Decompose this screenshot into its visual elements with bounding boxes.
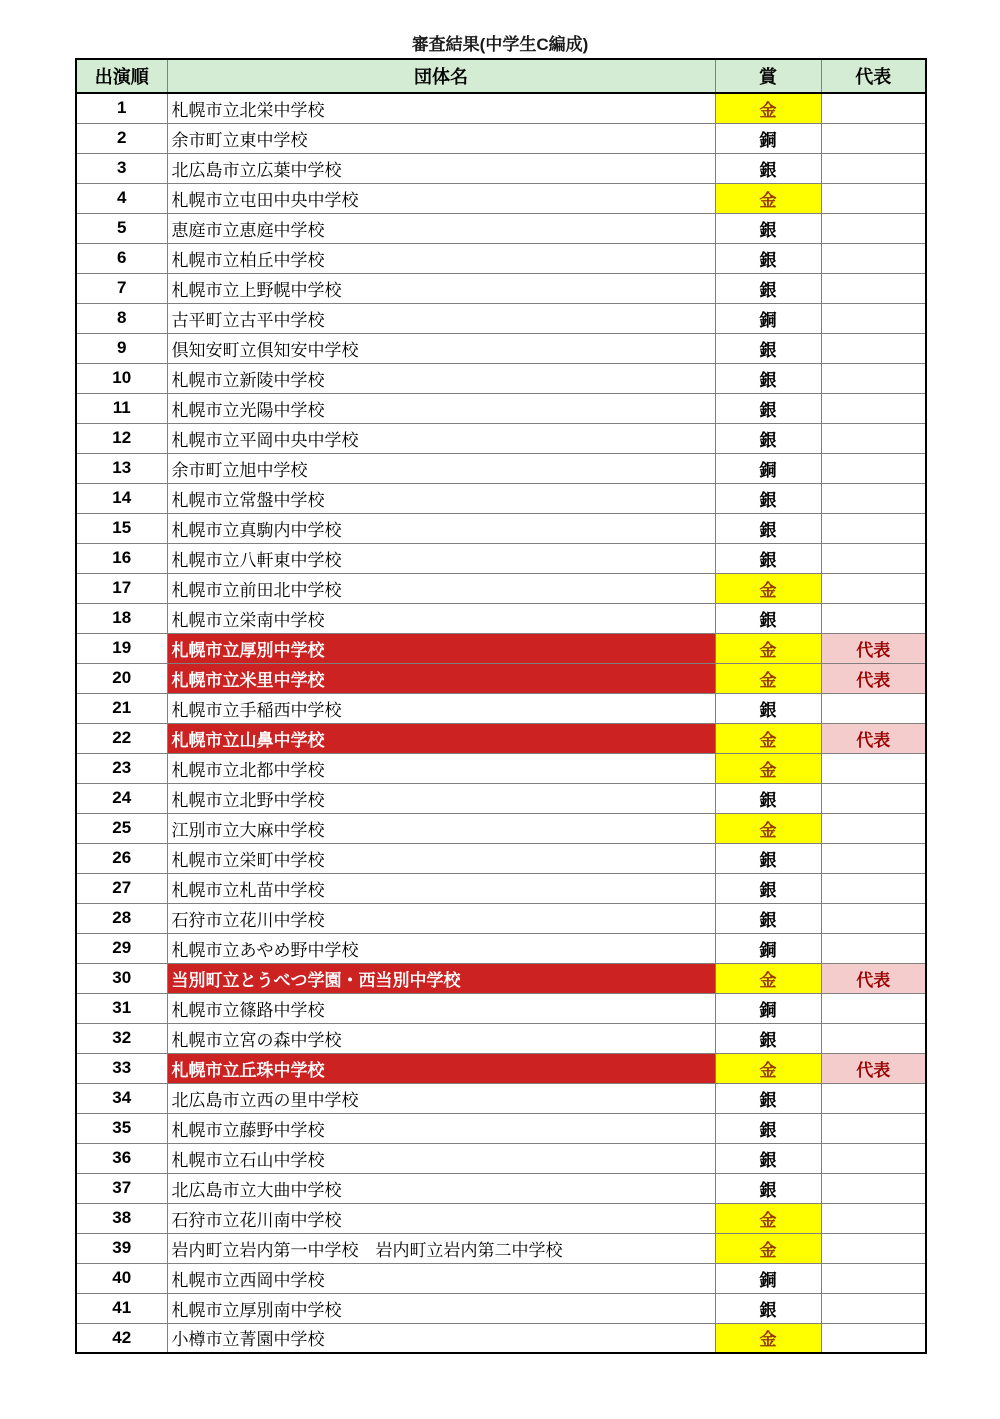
cell-prize: 銀 [715,393,821,423]
cell-representative [821,1023,926,1053]
cell-representative [821,423,926,453]
cell-team-name: 北広島市立広葉中学校 [167,153,715,183]
table-row [76,303,926,333]
cell-performance-order: 34 [76,1083,167,1113]
table-row [76,1023,926,1053]
table-row [76,1143,926,1173]
cell-prize: 銀 [715,243,821,273]
cell-prize: 金 [715,1203,821,1233]
cell-team-name: 札幌市立柏丘中学校 [167,243,715,273]
cell-team-name: 札幌市立丘珠中学校 [167,1053,715,1083]
cell-performance-order: 30 [76,963,167,993]
table-row [76,693,926,723]
cell-team-name: 札幌市立常盤中学校 [167,483,715,513]
cell-prize: 銅 [715,993,821,1023]
cell-team-name: 札幌市立山鼻中学校 [167,723,715,753]
table-row [76,1173,926,1203]
table-row [76,1113,926,1143]
cell-representative: 代表 [821,963,926,993]
cell-team-name: 札幌市立宮の森中学校 [167,1023,715,1053]
column-header-rep: 代表 [821,59,926,93]
cell-prize: 銀 [715,1083,821,1113]
cell-performance-order: 9 [76,333,167,363]
cell-performance-order: 16 [76,543,167,573]
cell-prize: 銀 [715,1143,821,1173]
cell-performance-order: 5 [76,213,167,243]
cell-representative [821,243,926,273]
cell-team-name: 北広島市立西の里中学校 [167,1083,715,1113]
cell-performance-order: 40 [76,1263,167,1293]
cell-prize: 金 [715,1053,821,1083]
cell-performance-order: 35 [76,1113,167,1143]
cell-prize: 銀 [715,153,821,183]
table-row [76,873,926,903]
cell-representative [821,873,926,903]
cell-team-name: 札幌市立栄南中学校 [167,603,715,633]
cell-prize: 銀 [715,1113,821,1143]
cell-team-name: 札幌市立新陵中学校 [167,363,715,393]
cell-performance-order: 42 [76,1323,167,1353]
cell-performance-order: 21 [76,693,167,723]
cell-team-name: 札幌市立あやめ野中学校 [167,933,715,963]
table-row [76,903,926,933]
cell-prize: 金 [715,1323,821,1353]
cell-team-name: 札幌市立栄町中学校 [167,843,715,873]
cell-prize: 銅 [715,303,821,333]
table-row [76,1233,926,1263]
table-row [76,1203,926,1233]
cell-representative [821,333,926,363]
cell-performance-order: 24 [76,783,167,813]
cell-performance-order: 18 [76,603,167,633]
cell-representative [821,1083,926,1113]
cell-prize: 金 [715,633,821,663]
cell-team-name: 札幌市立前田北中学校 [167,573,715,603]
cell-team-name: 札幌市立上野幌中学校 [167,273,715,303]
table-row [76,93,926,123]
cell-performance-order: 20 [76,663,167,693]
cell-performance-order: 22 [76,723,167,753]
cell-team-name: 札幌市立屯田中央中学校 [167,183,715,213]
cell-team-name: 札幌市立札苗中学校 [167,873,715,903]
table-row [76,243,926,273]
cell-team-name: 余市町立東中学校 [167,123,715,153]
cell-representative [821,183,926,213]
cell-team-name: 札幌市立真駒内中学校 [167,513,715,543]
table-row [76,153,926,183]
table-row [76,663,926,693]
cell-representative [821,903,926,933]
cell-representative [821,393,926,423]
cell-team-name: 倶知安町立倶知安中学校 [167,333,715,363]
cell-performance-order: 14 [76,483,167,513]
cell-prize: 金 [715,723,821,753]
cell-performance-order: 12 [76,423,167,453]
cell-prize: 金 [715,93,821,123]
table-row [76,123,926,153]
cell-team-name: 札幌市立厚別南中学校 [167,1293,715,1323]
table-row [76,393,926,423]
cell-prize: 銀 [715,873,821,903]
table-row [76,963,926,993]
cell-performance-order: 1 [76,93,167,123]
cell-representative [821,933,926,963]
cell-performance-order: 41 [76,1293,167,1323]
cell-representative [821,1203,926,1233]
header-row [76,59,926,93]
table-row [76,1263,926,1293]
cell-representative [821,513,926,543]
table-row [76,213,926,243]
cell-team-name: 札幌市立石山中学校 [167,1143,715,1173]
cell-performance-order: 4 [76,183,167,213]
cell-performance-order: 26 [76,843,167,873]
cell-team-name: 札幌市立八軒東中学校 [167,543,715,573]
cell-prize: 銀 [715,213,821,243]
cell-representative [821,153,926,183]
table-row [76,993,926,1023]
cell-representative [821,993,926,1023]
cell-representative [821,363,926,393]
table-row [76,333,926,363]
cell-prize: 銀 [715,843,821,873]
column-header-prize: 賞 [715,59,821,93]
cell-team-name: 岩内町立岩内第一中学校 岩内町立岩内第二中学校 [167,1233,715,1263]
cell-team-name: 札幌市立北都中学校 [167,753,715,783]
cell-prize: 銀 [715,783,821,813]
cell-representative [821,813,926,843]
cell-representative: 代表 [821,633,926,663]
cell-representative [821,1143,926,1173]
cell-team-name: 札幌市立北野中学校 [167,783,715,813]
cell-prize: 銅 [715,453,821,483]
cell-team-name: 札幌市立厚別中学校 [167,633,715,663]
cell-prize: 銀 [715,1293,821,1323]
table-row [76,603,926,633]
cell-prize: 金 [715,753,821,783]
cell-prize: 金 [715,573,821,603]
cell-representative [821,753,926,783]
cell-representative [821,483,926,513]
cell-team-name: 北広島市立大曲中学校 [167,1173,715,1203]
table-row [76,513,926,543]
table-row [76,273,926,303]
column-header-team: 団体名 [167,59,715,93]
table-body [76,93,926,1353]
cell-prize: 銀 [715,483,821,513]
cell-representative [821,93,926,123]
cell-team-name: 小樽市立菁園中学校 [167,1323,715,1353]
table-row [76,1293,926,1323]
cell-team-name: 札幌市立米里中学校 [167,663,715,693]
cell-performance-order: 27 [76,873,167,903]
cell-representative: 代表 [821,723,926,753]
cell-prize: 金 [715,183,821,213]
cell-prize: 銀 [715,423,821,453]
table-row [76,543,926,573]
cell-performance-order: 28 [76,903,167,933]
cell-performance-order: 23 [76,753,167,783]
results-table-container [75,58,925,1354]
cell-prize: 金 [715,663,821,693]
cell-performance-order: 31 [76,993,167,1023]
cell-representative [821,1323,926,1353]
cell-team-name: 札幌市立篠路中学校 [167,993,715,1023]
cell-prize: 金 [715,1233,821,1263]
cell-performance-order: 39 [76,1233,167,1263]
cell-prize: 銀 [715,1173,821,1203]
table-row [76,1083,926,1113]
cell-representative [821,453,926,483]
cell-representative [821,1263,926,1293]
table-row [76,723,926,753]
cell-prize: 金 [715,963,821,993]
cell-performance-order: 17 [76,573,167,603]
table-row [76,813,926,843]
cell-representative [821,783,926,813]
cell-performance-order: 3 [76,153,167,183]
cell-representative [821,1173,926,1203]
table-row [76,1323,926,1353]
cell-team-name: 恵庭市立恵庭中学校 [167,213,715,243]
cell-representative [821,123,926,153]
cell-team-name: 余市町立旭中学校 [167,453,715,483]
cell-representative [821,843,926,873]
table-row [76,843,926,873]
cell-representative: 代表 [821,1053,926,1083]
cell-performance-order: 33 [76,1053,167,1083]
cell-performance-order: 13 [76,453,167,483]
page-title: 審査結果(中学生C編成) [411,35,589,54]
cell-representative [821,573,926,603]
cell-performance-order: 32 [76,1023,167,1053]
cell-team-name: 札幌市立手稲西中学校 [167,693,715,723]
cell-performance-order: 2 [76,123,167,153]
table-row [76,933,926,963]
cell-performance-order: 37 [76,1173,167,1203]
cell-performance-order: 11 [76,393,167,423]
cell-performance-order: 19 [76,633,167,663]
cell-representative [821,273,926,303]
cell-prize: 銀 [715,1023,821,1053]
cell-team-name: 古平町立古平中学校 [167,303,715,333]
cell-team-name: 札幌市立平岡中央中学校 [167,423,715,453]
cell-prize: 銀 [715,693,821,723]
cell-representative [821,213,926,243]
cell-prize: 銀 [715,273,821,303]
table-row [76,783,926,813]
cell-representative [821,1293,926,1323]
cell-performance-order: 29 [76,933,167,963]
cell-representative [821,543,926,573]
cell-team-name: 江別市立大麻中学校 [167,813,715,843]
cell-prize: 銅 [715,123,821,153]
cell-performance-order: 25 [76,813,167,843]
table-header [76,59,926,93]
cell-representative [821,693,926,723]
cell-team-name: 札幌市立北栄中学校 [167,93,715,123]
cell-prize: 銀 [715,543,821,573]
cell-team-name: 当別町立とうべつ学園・西当別中学校 [167,963,715,993]
cell-performance-order: 7 [76,273,167,303]
table-row [76,753,926,783]
cell-representative [821,1113,926,1143]
table-row [76,423,926,453]
table-row [76,573,926,603]
judging-results-table [75,58,927,1354]
cell-team-name: 石狩市立花川南中学校 [167,1203,715,1233]
cell-representative [821,1233,926,1263]
cell-performance-order: 6 [76,243,167,273]
cell-prize: 銅 [715,933,821,963]
cell-team-name: 石狩市立花川中学校 [167,903,715,933]
table-row [76,633,926,663]
table-row [76,363,926,393]
cell-prize: 銀 [715,903,821,933]
cell-prize: 銀 [715,363,821,393]
cell-team-name: 札幌市立光陽中学校 [167,393,715,423]
cell-team-name: 札幌市立西岡中学校 [167,1263,715,1293]
cell-prize: 銀 [715,333,821,363]
column-header-order: 出演順 [76,59,167,93]
cell-performance-order: 10 [76,363,167,393]
cell-representative [821,303,926,333]
cell-performance-order: 15 [76,513,167,543]
cell-prize: 銅 [715,1263,821,1293]
table-row [76,183,926,213]
cell-representative [821,603,926,633]
cell-prize: 銀 [715,513,821,543]
table-row [76,1053,926,1083]
cell-performance-order: 38 [76,1203,167,1233]
table-row [76,453,926,483]
cell-performance-order: 36 [76,1143,167,1173]
cell-representative: 代表 [821,663,926,693]
cell-prize: 銀 [715,603,821,633]
cell-performance-order: 8 [76,303,167,333]
cell-prize: 金 [715,813,821,843]
table-row [76,483,926,513]
cell-team-name: 札幌市立藤野中学校 [167,1113,715,1143]
